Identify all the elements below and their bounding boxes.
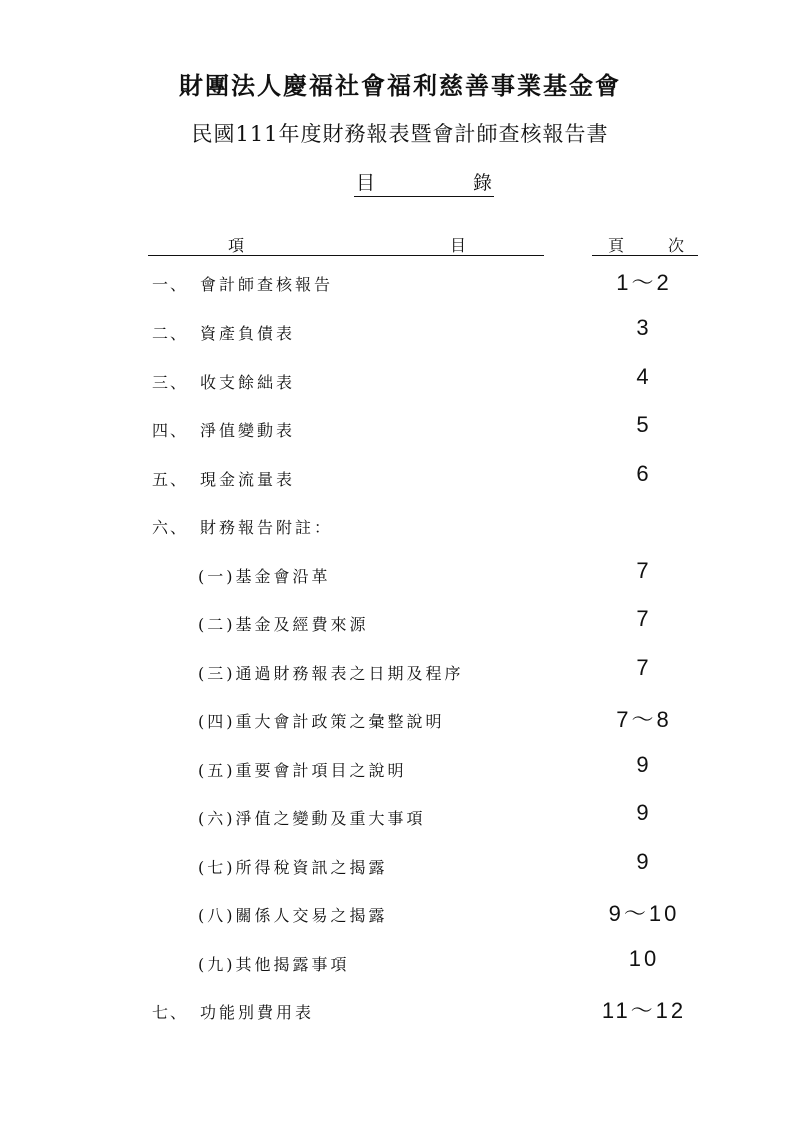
- toc-entry: [0, 266, 800, 296]
- entry-number: 四、: [152, 421, 189, 440]
- toc-entry: [0, 315, 800, 345]
- entry-label: 財務報告附註：: [200, 518, 334, 537]
- toc-subentry: [0, 655, 800, 685]
- entry-page: 1～2: [616, 270, 672, 295]
- entry-page: 3: [636, 315, 652, 340]
- entry-page: 4: [636, 364, 652, 389]
- toc-entry: [0, 461, 800, 491]
- document-subtitle: 民國111年度財務報表暨會計師查核報告書: [191, 122, 609, 146]
- toc-subentry: [0, 703, 800, 733]
- toc-subentry: [0, 752, 800, 782]
- entry-label: 淨值變動表: [200, 421, 296, 440]
- subentry-label: (一)基金會沿革: [198, 567, 331, 586]
- entry-page: 7: [636, 558, 652, 583]
- column-header-item: [148, 233, 544, 256]
- entry-page: 11～12: [601, 998, 687, 1023]
- toc-subentry: [0, 849, 800, 879]
- subentry-label: (二)基金及經費來源: [198, 615, 369, 634]
- subentry-label: (八)關係人交易之揭露: [198, 906, 388, 925]
- entry-label: 現金流量表: [200, 470, 296, 489]
- entry-number: 六、: [152, 518, 189, 537]
- entry-number: 二、: [152, 324, 189, 343]
- toc-heading-char-2: 錄: [472, 172, 492, 194]
- entry-page: 7: [636, 606, 652, 631]
- toc-entry: [0, 509, 800, 539]
- toc-entry: [0, 994, 800, 1024]
- column-header-item-char-2: 目: [450, 236, 467, 255]
- entry-number: 七、: [152, 1003, 189, 1022]
- subentry-label: (三)通過財務報表之日期及程序: [198, 664, 464, 683]
- entry-label: 收支餘絀表: [200, 373, 296, 392]
- entry-page: 7～8: [616, 707, 672, 732]
- subentry-label: (四)重大會計政策之彙整說明: [198, 712, 445, 731]
- entry-label: 功能別費用表: [200, 1003, 315, 1022]
- subentry-label: (五)重要會計項目之說明: [198, 761, 407, 780]
- entry-page: 9: [636, 849, 652, 874]
- toc-subentry: [0, 606, 800, 636]
- subentry-label: (六)淨值之變動及重大事項: [198, 809, 426, 828]
- entry-page: 9: [636, 752, 652, 777]
- toc-subentry: [0, 800, 800, 830]
- entry-number: 一、: [152, 275, 189, 294]
- column-header-item-char-1: 項: [228, 236, 245, 255]
- toc-heading: [354, 168, 494, 197]
- toc-heading-char-1: 目: [356, 172, 376, 194]
- entry-page: 6: [636, 461, 652, 486]
- subentry-label: (九)其他揭露事項: [198, 955, 350, 974]
- toc-entry: [0, 364, 800, 394]
- column-header-page-char-2: 次: [667, 236, 684, 255]
- toc-subentry: [0, 946, 800, 976]
- entry-page: 9～10: [608, 901, 680, 926]
- entry-page: 10: [628, 946, 660, 971]
- entry-page: 9: [636, 800, 652, 825]
- entry-label: 會計師查核報告: [200, 275, 334, 294]
- entry-number: 五、: [152, 470, 189, 489]
- column-header-page: [592, 233, 698, 256]
- subentry-label: (七)所得稅資訊之揭露: [198, 858, 388, 877]
- document-title: 財團法人慶福社會福利慈善事業基金會: [179, 71, 621, 100]
- entry-page: 7: [636, 655, 652, 680]
- entry-label: 資產負債表: [200, 324, 296, 343]
- entry-page: 5: [636, 412, 652, 437]
- toc-entry: [0, 412, 800, 442]
- toc-subentry: [0, 897, 800, 927]
- column-header-page-char-1: 頁: [608, 236, 625, 255]
- toc-subentry: [0, 558, 800, 588]
- entry-number: 三、: [152, 373, 189, 392]
